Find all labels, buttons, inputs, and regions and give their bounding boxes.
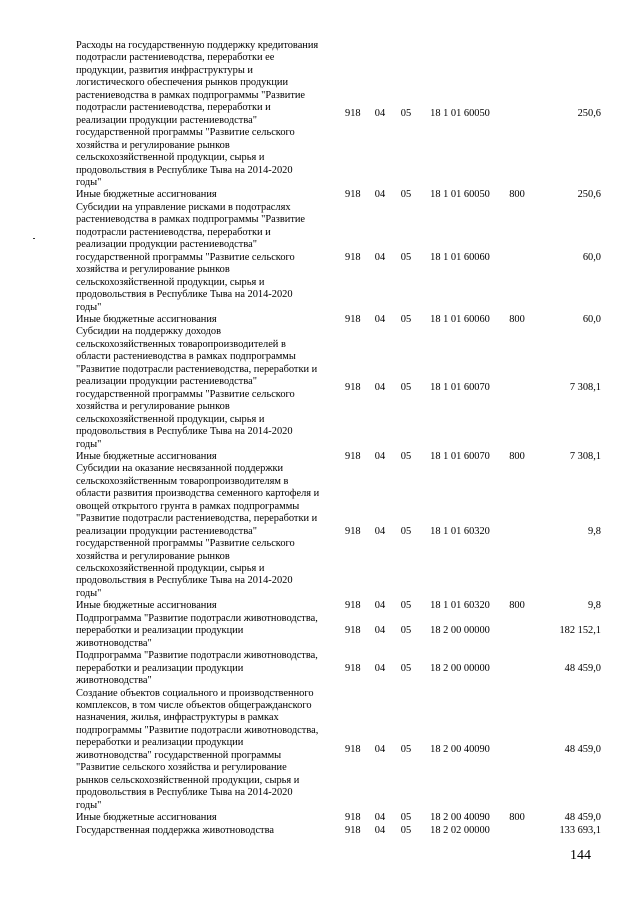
- row-name: Иные бюджетные ассигнования: [76, 600, 217, 612]
- table-row: [76, 40, 601, 189]
- row-target-article-code: 18 1 01 60070: [430, 450, 490, 462]
- row-subsection-code: 05: [400, 525, 412, 537]
- table-row: [76, 202, 601, 314]
- row-ministry-code: 918: [345, 812, 361, 824]
- row-amount: 9,8: [588, 600, 601, 612]
- row-expense-type-code: [501, 825, 533, 837]
- row-section-code: 04: [374, 382, 386, 394]
- row-ministry-code: 918: [345, 251, 361, 263]
- table-row: [76, 314, 601, 326]
- row-name: Создание объектов социального и производственного комплексов, в том числе объектов общегражданского назначения, жилья, инфраструктуры в рамках подпрограммы "Развитие подотрасли животноводства, переработки и реализации продукции животноводства" государственной программы "Развитие сельского хозяйства и регулирование рынков сельскохозяйственной продукции, сырья и продовольствия в Республике Тыва на 2014-2020 годы": [76, 687, 319, 811]
- row-ministry-code: 918: [345, 662, 361, 674]
- table-row: [76, 825, 601, 837]
- row-section-code: 04: [374, 743, 386, 755]
- row-name: Иные бюджетные ассигнования: [76, 450, 217, 462]
- row-section-code: 04: [374, 625, 386, 637]
- row-section-code: 04: [374, 824, 386, 836]
- row-subsection-code: 05: [400, 625, 412, 637]
- row-ministry-code: 918: [345, 450, 361, 462]
- row-ministry-code: 918: [345, 743, 361, 755]
- row-section-code: 04: [374, 313, 386, 325]
- row-subsection-code: 05: [400, 743, 412, 755]
- row-target-article-code: 18 1 01 60070: [430, 382, 490, 394]
- budget-table: [76, 40, 601, 837]
- row-section-code: 04: [374, 812, 386, 824]
- row-subsection-code: 05: [400, 313, 412, 325]
- row-amount: 60,0: [582, 251, 601, 263]
- row-target-article-code: 18 1 01 60050: [430, 108, 490, 120]
- row-name: Расходы на государственную поддержку кредитования подотрасли растениеводства, переработки ее продукции, развития инфраструктуры и логистического обеспечения рынков продукции растениеводства в рамках подпрограммы "Развитие подотрасли растениеводства, переработки и реализации продукции растениеводства" государственной программы "Развитие сельского хозяйства и регулирование рынков сельскохозяйственной продукции, сырья и продовольствия в Республике Тыва на 2014-2020 годы": [76, 40, 319, 188]
- row-expense-type-code: 800: [509, 189, 525, 201]
- row-subsection-code: 05: [400, 251, 412, 263]
- row-target-article-code: 18 1 01 60060: [430, 313, 490, 325]
- row-target-article-code: 18 2 00 40090: [430, 743, 490, 755]
- row-subsection-code: 05: [400, 662, 412, 674]
- row-expense-type-code: 800: [509, 313, 525, 325]
- row-subsection-code: 05: [400, 812, 412, 824]
- row-amount: 48 459,0: [564, 743, 601, 755]
- row-amount: 133 693,1: [559, 824, 601, 836]
- row-name: Иные бюджетные ассигнования: [76, 812, 217, 824]
- table-row: [76, 650, 601, 687]
- row-amount: 7 308,1: [569, 382, 601, 394]
- row-target-article-code: 18 2 02 00000: [430, 824, 490, 836]
- row-section-code: 04: [374, 251, 386, 263]
- row-subsection-code: 05: [400, 824, 412, 836]
- table-row: [76, 600, 601, 612]
- row-target-article-code: 18 1 01 60320: [430, 600, 490, 612]
- row-amount: 182 152,1: [559, 625, 601, 637]
- row-section-code: 04: [374, 450, 386, 462]
- page-number: 144: [570, 848, 591, 863]
- row-amount: 9,8: [588, 525, 601, 537]
- row-amount: 48 459,0: [564, 812, 601, 824]
- row-target-article-code: 18 2 00 40090: [430, 812, 490, 824]
- row-amount: 250,6: [577, 108, 601, 120]
- table-row: [76, 613, 601, 650]
- table-row: [76, 688, 601, 813]
- row-expense-type-code: 800: [509, 812, 525, 824]
- row-ministry-code: 918: [345, 108, 361, 120]
- row-name: Иные бюджетные ассигнования: [76, 313, 217, 325]
- row-amount: 7 308,1: [569, 450, 601, 462]
- row-subsection-code: 05: [400, 450, 412, 462]
- row-expense-type-code: 800: [509, 600, 525, 612]
- table-row: [76, 812, 601, 824]
- row-name: Субсидии на оказание несвязанной поддержки сельскохозяйственным товаропроизводителям в области развития производства семенного картофеля и овощей открытого грунта в рамках подпрограммы "Развитие подотрасли растениеводства, переработки и реализации продукции растениеводства" государственной программы "Развитие сельского хозяйства и регулирование рынков сельскохозяйственной продукции, сырья и продовольствия в Республике Тыва на 2014-2020 годы": [76, 463, 320, 599]
- table-row: [76, 189, 601, 201]
- row-ministry-code: 918: [345, 189, 361, 201]
- table-row: [76, 463, 601, 600]
- row-subsection-code: 05: [400, 600, 412, 612]
- row-expense-type-code: [501, 202, 533, 314]
- row-expense-type-code: [501, 463, 533, 600]
- row-expense-type-code: [501, 650, 533, 687]
- row-ministry-code: 918: [345, 525, 361, 537]
- row-ministry-code: 918: [345, 382, 361, 394]
- row-expense-type-code: [501, 613, 533, 650]
- row-ministry-code: 918: [345, 625, 361, 637]
- row-ministry-code: 918: [345, 600, 361, 612]
- row-target-article-code: 18 1 01 60050: [430, 189, 490, 201]
- row-section-code: 04: [374, 600, 386, 612]
- table-row: [76, 451, 601, 463]
- row-ministry-code: 918: [345, 313, 361, 325]
- row-name: Иные бюджетные ассигнования: [76, 189, 217, 201]
- row-target-article-code: 18 1 01 60320: [430, 525, 490, 537]
- row-section-code: 04: [374, 108, 386, 120]
- row-subsection-code: 05: [400, 108, 412, 120]
- row-amount: 60,0: [582, 313, 601, 325]
- row-name: Государственная поддержка животноводства: [76, 824, 274, 836]
- row-amount: 48 459,0: [564, 662, 601, 674]
- row-name: Субсидии на поддержку доходов сельскохозяйственных товаропроизводителей в области растениеводства в рамках подпрограммы "Развитие подотрасли растениеводства, переработки и реализации продукции растениеводства" государственной программы "Развитие сельского хозяйства и регулирование рынков сельскохозяйственной продукции, сырья и продовольствия в Республике Тыва на 2014-2020 годы": [76, 326, 318, 450]
- row-section-code: 04: [374, 189, 386, 201]
- row-target-article-code: 18 1 01 60060: [430, 251, 490, 263]
- scan-mark: [33, 238, 35, 239]
- row-subsection-code: 05: [400, 189, 412, 201]
- row-target-article-code: 18 2 00 00000: [430, 625, 490, 637]
- table-row: [76, 326, 601, 451]
- budget-table-body: [76, 40, 601, 837]
- row-target-article-code: 18 2 00 00000: [430, 662, 490, 674]
- row-ministry-code: 918: [345, 824, 361, 836]
- row-name: Подпрограмма "Развитие подотрасли животноводства, переработки и реализации продукции животноводства": [76, 650, 318, 687]
- row-expense-type-code: [501, 40, 533, 189]
- row-expense-type-code: [501, 326, 533, 451]
- row-amount: 250,6: [577, 189, 601, 201]
- row-expense-type-code: [501, 688, 533, 813]
- row-name: Субсидии на управление рисками в подотраслях растениеводства в рамках подпрограммы "Развитие подотрасли растениеводства, переработки и реализации продукции растениеводства" государственной программы "Развитие сельского хозяйства и регулирование рынков сельскохозяйственной продукции, сырья и продовольствия в Республике Тыва на 2014-2020 годы": [76, 201, 306, 313]
- row-subsection-code: 05: [400, 382, 412, 394]
- row-name: Подпрограмма "Развитие подотрасли животноводства, переработки и реализации продукции животноводства": [76, 612, 318, 649]
- row-expense-type-code: 800: [509, 450, 525, 462]
- row-section-code: 04: [374, 525, 386, 537]
- row-section-code: 04: [374, 662, 386, 674]
